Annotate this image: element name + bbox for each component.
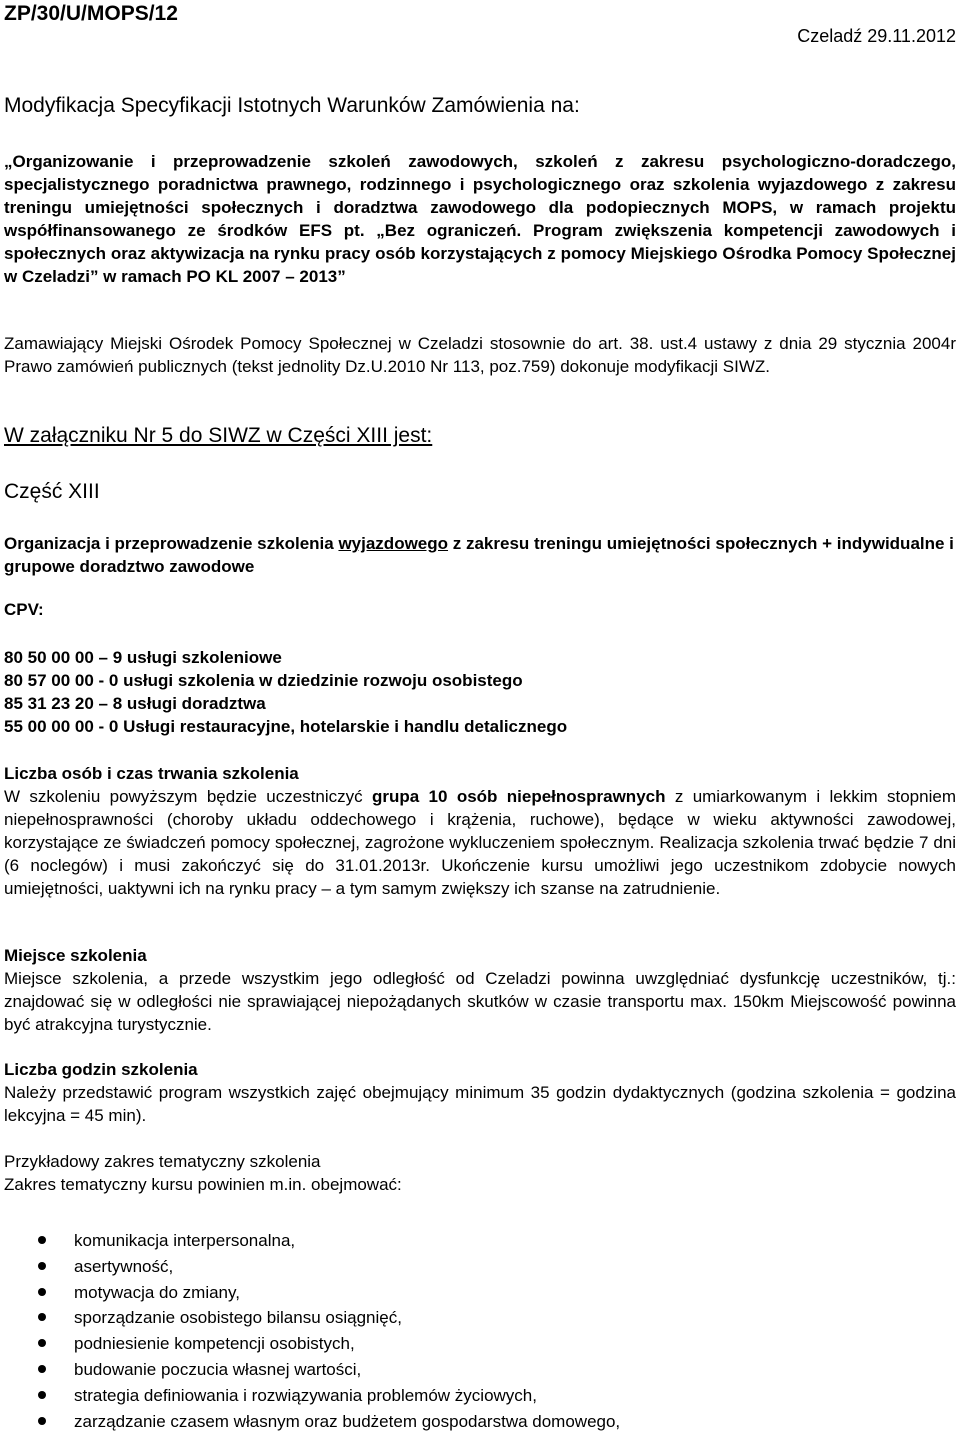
legal-paragraph: Zamawiający Miejski Ośrodek Pomocy Społecznej w Czeladzi stosownie do art. 38. ust.4 ustawy z dnia 29 stycznia 2004r Prawo zamówień publicznych (tekst jednolity Dz.U.2010 Nr 113, poz.759) dokonuje modyfikacji SIWZ. [4,334,956,376]
bullet-icon [38,1313,46,1321]
list-item [4,1280,620,1306]
topic-text: sporządzanie osobistego bilansu osiągnięć, [74,1308,402,1328]
reference-number: ZP/30/U/MOPS/12 [4,2,178,25]
list-item [4,1305,620,1331]
location-text: Miejsce szkolenia, a przede wszystkim jego odległość od Czeladzi powinna uwzględniać dysfunkcję uczestników, tj.: znajdować się w odległości nie sprawiającej niepożądanych skutków w czasie transportu max. 150km Miejscowość powinna być atrakcyjna turystycznie. [4,969,956,1034]
cpv-code: 80 57 00 00 - 0 usługi szkolenia w dziedzinie rozwoju osobistego [4,671,523,690]
bullet-icon [38,1339,46,1347]
intro-paragraph [4,150,956,288]
intro-text-1: „Organizowanie i przeprowadzenie szkoleń zawodowych, szkoleń z zakresu psychologiczno-doradczego, specjalistycznego poradnictwa prawnego, rodzinnego i psychologicznego oraz szkolenia wyjazdowego z zakresu treningu umiejętności społecznych i doradztwa zawodowego dla podopiecznych MOPS, w ramach projektu współfinansowanego ze środków EFS pt. „Bez ograniczeń. [4,152,956,240]
participants-section [4,762,956,900]
participants-text-a: W szkoleniu powyższym będzie uczestniczyć [4,787,372,806]
cpv-list [4,646,567,738]
topic-text: strategia definiowania i rozwiązywania problemów życiowych, [74,1385,537,1405]
participants-title: Liczba osób i czas trwania szkolenia [4,764,299,783]
part-title: Część XIII [4,480,100,503]
cpv-code: 55 00 00 00 - 0 Usługi restauracyjne, hotelarskie i handlu detalicznego [4,717,568,736]
intro-text-2: Program zwiększenia kompetencji zawodowych i społecznych oraz aktywizacja na rynku pracy osób korzystających z pomocy Miejskiego Ośrodka Pomocy Społecznej w Czeladzi” w ramach PO KL 2007 – 2013” [4,221,956,286]
topic-text: motywacja do zmiany, [74,1282,240,1302]
topic-text: podniesienie kompetencji osobistych, [74,1334,355,1354]
topic-text: budowanie poczucia własnej wartości, [74,1359,362,1379]
list-item [4,1383,620,1409]
cpv-label: CPV: [4,600,44,619]
scope-line-2: Zakres tematyczny kursu powinien m.in. obejmować: [4,1175,402,1194]
participants-text-bold: grupa 10 osób niepełnosprawnych [371,787,666,806]
part-desc-before: Organizacja i przeprowadzenie szkolenia [4,534,339,553]
document-heading: Modyfikacja Specyfikacji Istotnych Warunków Zamówienia na: [4,94,580,117]
cpv-code: 80 50 00 00 – 9 usługi szkoleniowe [4,648,282,667]
list-item [4,1331,620,1357]
hours-text: Należy przedstawić program wszystkich zajęć obejmujący minimum 35 godzin dydaktycznych (godzina szkolenia = godzina lekcyjna = 45 min). [4,1083,956,1125]
bullet-icon [38,1391,46,1399]
hours-title: Liczba godzin szkolenia [4,1060,198,1079]
cpv-code: 85 31 23 20 – 8 usługi doradztwa [4,694,266,713]
bullet-icon [38,1417,46,1425]
topic-text: asertywność, [74,1256,174,1276]
topic-text: zarządzanie czasem własnym oraz budżetem gospodarstwa domowego, [74,1411,621,1431]
topic-text: komunikacja interpersonalna, [74,1231,296,1250]
section-title: W załączniku Nr 5 do SIWZ w Części XIII jest: [4,424,433,447]
hours-section [4,1058,956,1127]
scope-section [4,1150,956,1196]
bullet-icon [38,1288,46,1296]
list-item [4,1254,620,1280]
part-description [4,532,956,578]
participants-text-b: z umiarkowanym i lekkim stopniem niepełnosprawności (choroby układu oddechowego i krążenia, ruchowe), będące w wieku aktywności zawodowej, korzystające ze świadczeń pomocy społecznej, zagrożone wykluczeniem społecznym. Realizacja szkolenia trwać będzie 7 dni (6 noclegów) i musi zakończyć się do 31.01.2013r. Ukończenie kursu umożliwi jego uczestnikom zdobycie nowych umiejętności, uaktywni ich na rynku pracy – a tym samym zwiększy ich szanse na zatrudnienie. [4,787,956,898]
document-date: Czeladź 29.11.2012 [797,26,956,46]
bullet-icon [38,1262,46,1270]
bullet-icon [38,1236,46,1244]
bullet-icon [38,1365,46,1373]
location-section [4,944,956,1036]
part-desc-underlined: wyjazdowego [338,534,449,553]
list-item [4,1357,620,1383]
part-desc-after: z zakresu treningu umiejętności społecznych + indywidualne i grupowe doradztwo zawodowe [4,534,954,576]
participants-text [4,785,956,900]
location-title: Miejsce szkolenia [4,946,147,965]
list-item [4,1409,620,1435]
scope-line-1: Przykładowy zakres tematyczny szkolenia [4,1152,321,1171]
list-item [4,1228,620,1254]
topics-list [4,1228,620,1434]
